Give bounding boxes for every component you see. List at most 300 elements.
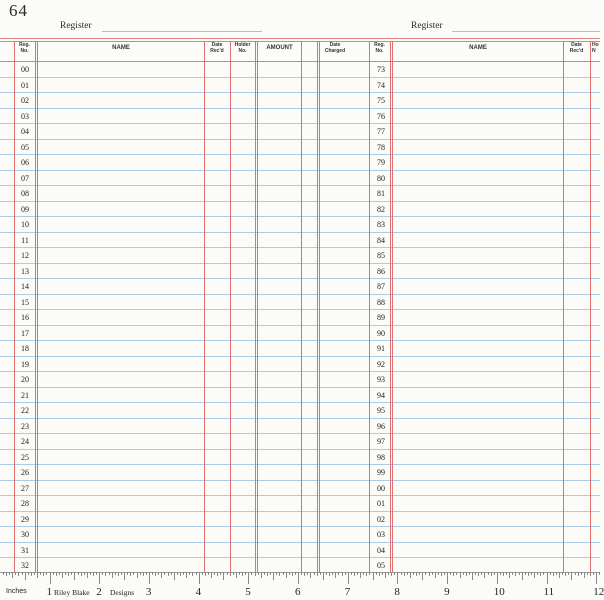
ruler-tick xyxy=(31,572,32,576)
ruler-tick xyxy=(264,572,265,575)
ruler-tick xyxy=(509,572,510,578)
ruler-tick xyxy=(522,572,523,580)
row-separator xyxy=(0,216,600,217)
ruler-tick xyxy=(456,572,457,575)
ruler-tick xyxy=(87,572,88,578)
ruler-tick xyxy=(205,572,206,576)
row-number-right: 85 xyxy=(377,251,385,260)
header-bottom-rule xyxy=(0,61,600,62)
row-number-right: 01 xyxy=(377,499,385,508)
row-number-right: 81 xyxy=(377,189,385,198)
ruler-tick xyxy=(270,572,271,575)
ruler-tick xyxy=(472,572,473,580)
ruler-tick xyxy=(34,572,35,575)
ruler-tick xyxy=(310,572,311,578)
ruler-tick xyxy=(121,572,122,575)
ruler-tick xyxy=(18,572,19,576)
ruler-tick xyxy=(376,572,377,575)
row-number-right: 94 xyxy=(377,390,385,400)
ruler-tick xyxy=(416,572,417,576)
row-number: 05 xyxy=(21,142,29,152)
ruler-tick xyxy=(133,572,134,575)
ruler-tick xyxy=(342,572,343,576)
ruler-tick xyxy=(351,572,352,575)
row-separator xyxy=(0,92,600,93)
register-line-left xyxy=(102,31,262,32)
ruler-tick xyxy=(531,572,532,575)
row-number: 22 xyxy=(21,406,29,415)
ruler-tick xyxy=(137,572,138,578)
row-number-right: 93 xyxy=(377,375,385,384)
ruler-number: 1 xyxy=(46,586,52,598)
ruler-tick xyxy=(199,572,200,584)
ruler-tick xyxy=(283,572,284,575)
ruler-tick xyxy=(373,572,374,580)
row-number: 09 xyxy=(21,204,29,214)
row-number: 03 xyxy=(21,111,29,121)
row-separator xyxy=(0,185,600,186)
ruler-tick xyxy=(506,572,507,575)
ruler-tick xyxy=(565,572,566,576)
row-separator xyxy=(0,340,600,341)
ruler-number: 7 xyxy=(344,586,351,598)
ruler-tick xyxy=(279,572,280,576)
row-separator xyxy=(0,480,600,481)
ruler-tick xyxy=(115,572,116,575)
row-number-right: 86 xyxy=(377,266,385,276)
row-number: 18 xyxy=(21,344,29,353)
ruler-tick xyxy=(494,572,495,575)
row-separator xyxy=(0,294,600,295)
ruler-tick xyxy=(251,572,252,575)
ruler-tick xyxy=(441,572,442,576)
row-number: 10 xyxy=(21,220,29,229)
row-number: 04 xyxy=(21,127,29,136)
ruler-tick xyxy=(12,572,13,578)
ruler-number: 10 xyxy=(493,586,505,598)
row-number-right: 91 xyxy=(377,344,385,353)
ruler-tick xyxy=(469,572,470,575)
ruler-tick xyxy=(211,572,212,578)
ruler-tick xyxy=(6,572,7,576)
header-reg-no-right: Reg. No. xyxy=(374,42,385,54)
ruler-tick xyxy=(208,572,209,575)
row-number: 07 xyxy=(21,173,29,183)
header-name: NAME xyxy=(112,45,130,51)
ruler-tick xyxy=(248,572,249,584)
ruler-tick xyxy=(149,572,150,584)
ruler-tick xyxy=(40,572,41,575)
ruler-tick xyxy=(164,572,165,575)
ruler-tick xyxy=(568,572,569,575)
ruler-tick xyxy=(143,572,144,576)
row-number: 23 xyxy=(21,421,29,431)
row-number-right: 87 xyxy=(377,282,385,291)
ruler-tick xyxy=(578,572,579,576)
ruler-tick xyxy=(286,572,287,578)
ruler-tick xyxy=(146,572,147,575)
ruler-tick xyxy=(401,572,402,575)
ruler-tick xyxy=(478,572,479,576)
row-number-right: 82 xyxy=(377,204,385,214)
ruler-tick xyxy=(25,572,26,580)
ruler-tick xyxy=(369,572,370,575)
ruler-tick xyxy=(460,572,461,578)
ruler-tick xyxy=(183,572,184,575)
row-number-right: 04 xyxy=(377,545,385,555)
ruler-tick xyxy=(534,572,535,578)
row-number: 01 xyxy=(21,80,29,90)
col-rule xyxy=(590,41,591,573)
row-separator xyxy=(0,557,600,558)
ruler-tick xyxy=(109,572,110,575)
ruler-number: 5 xyxy=(245,586,251,598)
row-separator xyxy=(0,387,600,388)
ruler-tick xyxy=(385,572,386,578)
header-amount: AMOUNT xyxy=(266,45,293,51)
ruler-tick xyxy=(68,572,69,576)
ruler-tick xyxy=(379,572,380,576)
ruler-tick xyxy=(435,572,436,578)
row-number: 31 xyxy=(21,545,29,555)
ruler-tick xyxy=(326,572,327,575)
row-number: 21 xyxy=(21,390,29,400)
ruler-tick xyxy=(497,572,498,584)
ruler-tick xyxy=(174,572,175,580)
row-number: 06 xyxy=(21,158,29,167)
ruler-tick xyxy=(413,572,414,575)
ruler-tick xyxy=(335,572,336,578)
register-label-right: Register xyxy=(411,21,443,31)
ruler-tick xyxy=(488,572,489,575)
ruler-tick xyxy=(245,572,246,575)
ruler-tick xyxy=(161,572,162,578)
header-holder-no: Holder No. xyxy=(234,42,251,54)
page-number: 64 xyxy=(9,1,28,20)
row-number-right: 89 xyxy=(377,313,385,322)
col-rule xyxy=(255,41,258,573)
row-separator xyxy=(0,170,600,171)
ruler-tick xyxy=(217,572,218,576)
ruler-tick xyxy=(9,572,10,575)
row-number: 29 xyxy=(21,514,29,524)
ruler-tick xyxy=(363,572,364,575)
ruler-tick xyxy=(177,572,178,575)
ruler-tick xyxy=(540,572,541,576)
row-separator xyxy=(0,278,600,279)
row-separator xyxy=(0,511,600,512)
col-rule xyxy=(369,41,370,573)
row-separator xyxy=(0,371,600,372)
ruler-tick xyxy=(22,572,23,575)
row-separator xyxy=(0,232,600,233)
col-rule xyxy=(230,41,231,573)
ruler-tick xyxy=(53,572,54,575)
ruler-tick xyxy=(463,572,464,575)
ruler-number: 9 xyxy=(444,586,450,598)
ruler-tick xyxy=(556,572,557,575)
ruler-number: 12 xyxy=(593,586,604,598)
ruler-tick xyxy=(236,572,237,578)
ruler-tick xyxy=(276,572,277,575)
ruler-number: 8 xyxy=(394,586,400,598)
row-number-right: 84 xyxy=(377,235,385,245)
header-rule xyxy=(0,41,600,42)
ruler-tick xyxy=(261,572,262,578)
ruler-tick xyxy=(525,572,526,575)
row-separator xyxy=(0,154,600,155)
ruler-tick xyxy=(559,572,560,578)
row-number-right: 96 xyxy=(377,421,385,431)
ruler-tick xyxy=(255,572,256,576)
ruler-tick xyxy=(84,572,85,575)
ruler-tick xyxy=(425,572,426,575)
ruler-tick xyxy=(223,572,224,580)
row-number-right: 95 xyxy=(377,406,385,415)
ruler-tick xyxy=(466,572,467,576)
ruler-tick xyxy=(484,572,485,578)
ruler-tick xyxy=(304,572,305,576)
ruler-tick xyxy=(422,572,423,580)
row-separator xyxy=(0,325,600,326)
ruler-tick xyxy=(158,572,159,575)
ruler-tick xyxy=(357,572,358,575)
register-label-left: Register xyxy=(60,21,92,31)
ruler-tick xyxy=(584,572,585,578)
ruler-tick xyxy=(301,572,302,575)
ruler-tick xyxy=(130,572,131,576)
ruler-tick xyxy=(273,572,274,580)
row-number: 32 xyxy=(21,561,29,570)
row-separator xyxy=(0,495,600,496)
ruler-tick xyxy=(96,572,97,575)
ruler-tick xyxy=(550,572,551,575)
row-number: 19 xyxy=(21,359,29,369)
ruler-tick xyxy=(202,572,203,575)
ruler-tick xyxy=(338,572,339,575)
ruler-tick xyxy=(292,572,293,576)
ruler-tick xyxy=(581,572,582,575)
row-separator xyxy=(0,542,600,543)
ruler-tick xyxy=(491,572,492,576)
row-number-right: 74 xyxy=(377,80,385,90)
col-rule xyxy=(317,41,320,573)
ruler-tick xyxy=(543,572,544,575)
ruler-tick xyxy=(118,572,119,576)
row-number-right: 76 xyxy=(377,111,385,121)
ruler-tick xyxy=(78,572,79,575)
ruler-tick xyxy=(124,572,125,580)
row-number: 15 xyxy=(21,297,29,307)
ruler-tick xyxy=(512,572,513,575)
row-number: 27 xyxy=(21,483,29,493)
ruler-tick xyxy=(419,572,420,575)
ruler-tick xyxy=(192,572,193,576)
ruler-tick xyxy=(267,572,268,576)
ruler-tick xyxy=(571,572,572,580)
ruler-tick xyxy=(74,572,75,580)
row-number-right: 75 xyxy=(377,96,385,105)
row-number-right: 98 xyxy=(377,452,385,462)
ruler-tick xyxy=(360,572,361,578)
ruler-tick xyxy=(547,572,548,584)
ruler-tick xyxy=(307,572,308,575)
ruler-tick xyxy=(186,572,187,578)
ruler-tick xyxy=(320,572,321,575)
row-separator xyxy=(0,356,600,357)
ruler-tick xyxy=(388,572,389,575)
ruler-tick xyxy=(105,572,106,576)
ruler-tick xyxy=(99,572,100,584)
ruler-tick xyxy=(56,572,57,576)
ruler-number: 2 xyxy=(96,586,102,598)
row-separator xyxy=(0,526,600,527)
ruler-tick xyxy=(239,572,240,575)
row-number-right: 77 xyxy=(377,127,385,136)
row-number-right: 83 xyxy=(377,220,385,229)
row-number: 28 xyxy=(21,499,29,508)
row-number-right: 02 xyxy=(377,514,385,524)
ruler-brand-designs: Designs xyxy=(110,588,135,597)
row-number-right: 00 xyxy=(377,483,385,493)
ruler-tick xyxy=(90,572,91,575)
ruler-tick xyxy=(500,572,501,575)
ruler-tick xyxy=(354,572,355,576)
row-number-right: 03 xyxy=(377,530,385,539)
ruler-tick xyxy=(152,572,153,575)
ruler-unit-label: Inches xyxy=(6,588,27,595)
ruler-tick xyxy=(289,572,290,575)
col-rule xyxy=(35,41,38,573)
row-separator xyxy=(0,418,600,419)
ruler xyxy=(0,572,604,600)
col-rule xyxy=(14,41,15,573)
row-number: 00 xyxy=(21,65,29,74)
ruler-tick xyxy=(230,572,231,576)
ruler-tick xyxy=(329,572,330,576)
register-line-right xyxy=(452,31,600,32)
row-number: 26 xyxy=(21,468,29,477)
ruler-tick xyxy=(62,572,63,578)
row-number: 02 xyxy=(21,96,29,105)
ruler-number: 3 xyxy=(145,586,152,598)
row-number: 16 xyxy=(21,313,29,322)
ruler-tick xyxy=(481,572,482,575)
header-top-rule xyxy=(0,38,600,39)
ruler-tick xyxy=(528,572,529,576)
header-holder-no-right: Ho N xyxy=(592,42,599,54)
ruler-tick xyxy=(28,572,29,575)
ruler-tick xyxy=(503,572,504,576)
col-rule xyxy=(301,41,302,573)
row-separator xyxy=(0,139,600,140)
ruler-tick xyxy=(407,572,408,575)
ruler-tick xyxy=(450,572,451,575)
row-separator xyxy=(0,108,600,109)
header-date-charged: Date Charged xyxy=(324,42,346,54)
row-number: 24 xyxy=(21,437,29,446)
row-number-right: 99 xyxy=(377,468,385,477)
row-separator xyxy=(0,201,600,202)
ruler-tick xyxy=(432,572,433,575)
row-number-right: 78 xyxy=(377,142,385,152)
ruler-tick xyxy=(59,572,60,575)
row-number: 20 xyxy=(21,375,29,384)
row-number: 13 xyxy=(21,266,29,276)
ruler-tick xyxy=(575,572,576,575)
ruler-tick xyxy=(127,572,128,575)
header-reg-no: Reg. No. xyxy=(19,42,30,54)
ruler-tick xyxy=(397,572,398,584)
ruler-tick xyxy=(382,572,383,575)
ruler-tick xyxy=(596,572,597,584)
row-separator xyxy=(0,247,600,248)
ruler-tick xyxy=(314,572,315,575)
ruler-tick xyxy=(332,572,333,575)
ruler-tick xyxy=(112,572,113,578)
ruler-tick xyxy=(189,572,190,575)
ruler-tick xyxy=(537,572,538,575)
row-number-right: 79 xyxy=(377,158,385,167)
row-separator xyxy=(0,123,600,124)
row-separator xyxy=(0,449,600,450)
col-rule xyxy=(390,41,393,573)
ruler-tick xyxy=(553,572,554,576)
ruler-tick xyxy=(345,572,346,575)
ruler-tick xyxy=(71,572,72,575)
ruler-tick xyxy=(214,572,215,575)
col-rule xyxy=(204,41,205,573)
ruler-tick xyxy=(242,572,243,576)
ruler-number: 4 xyxy=(195,586,202,598)
row-number-right: 80 xyxy=(377,173,385,183)
ruler-tick xyxy=(366,572,367,576)
ruler-tick xyxy=(43,572,44,576)
ruler-tick xyxy=(140,572,141,575)
row-number: 30 xyxy=(21,530,29,539)
ruler-tick xyxy=(447,572,448,584)
ruler-number: 6 xyxy=(295,586,301,598)
ruler-tick xyxy=(180,572,181,576)
header-date-recd: Date Rec'd xyxy=(210,42,224,54)
ruler-tick xyxy=(587,572,588,575)
row-separator xyxy=(0,402,600,403)
ruler-tick xyxy=(258,572,259,575)
row-number: 11 xyxy=(21,235,29,245)
row-separator xyxy=(0,77,600,78)
ruler-tick xyxy=(171,572,172,575)
col-rule xyxy=(563,41,564,573)
ruler-tick xyxy=(15,572,16,575)
ruler-tick xyxy=(562,572,563,575)
ruler-tick xyxy=(81,572,82,576)
header-date-recd-right: Date Rec'd xyxy=(569,42,584,54)
ruler-tick xyxy=(50,572,51,584)
row-number: 25 xyxy=(21,452,29,462)
ruler-tick xyxy=(394,572,395,575)
ruler-number: 11 xyxy=(543,586,555,598)
row-number: 12 xyxy=(21,251,29,260)
row-separator xyxy=(0,433,600,434)
ruler-tick xyxy=(410,572,411,578)
row-separator xyxy=(0,309,600,310)
ruler-tick xyxy=(391,572,392,576)
ruler-tick xyxy=(3,572,4,575)
row-separator xyxy=(0,263,600,264)
row-number: 17 xyxy=(21,328,29,338)
ruler-tick xyxy=(593,572,594,575)
ruler-tick xyxy=(438,572,439,575)
